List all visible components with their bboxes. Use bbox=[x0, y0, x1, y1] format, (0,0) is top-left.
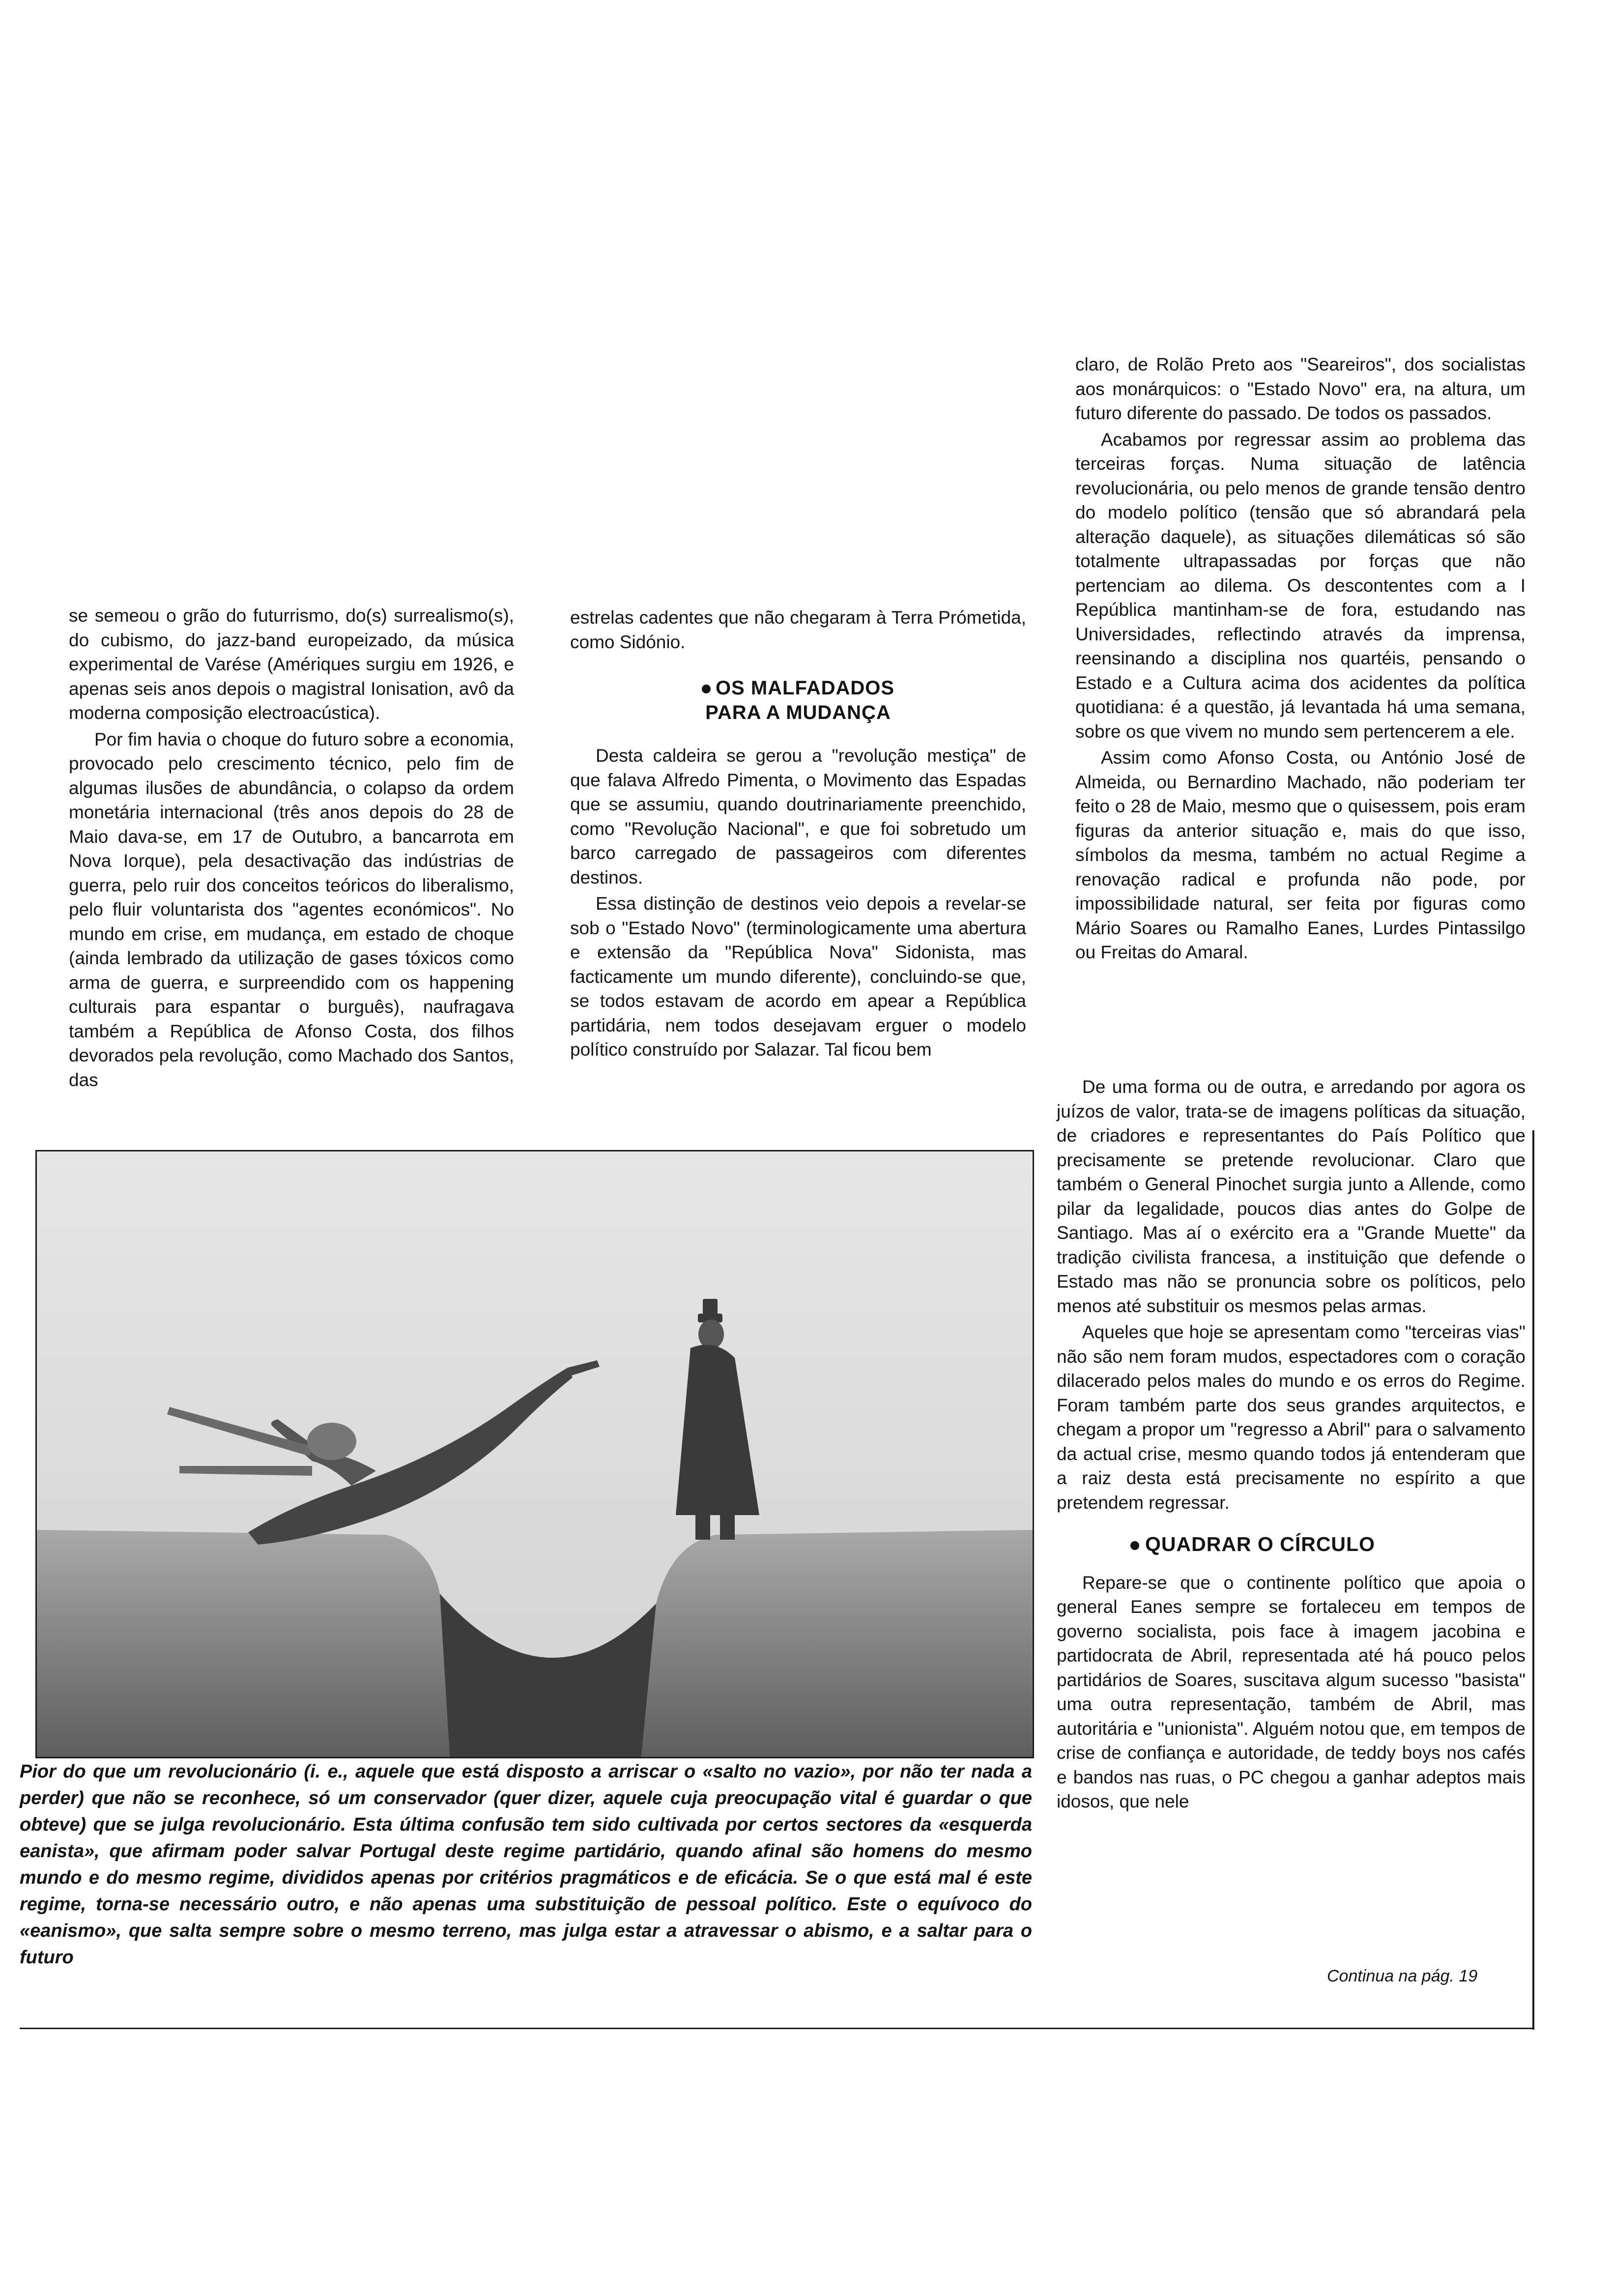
paragraph: Essa distinção de destinos veio depois a revelar-se sob o "Estado Novo" (terminologicamente uma abertura e extensão da "República Nova" Sidonista, mas facticamente um mundo diferente), concluindo-se que, se todos estavam de acordo em apear a República partidária, nem todos desejavam erguer o modelo político construído por Salazar. Tal ficou bem bbox=[570, 893, 1026, 1060]
paragraph: Por fim havia o choque do futuro sobre a economia, provocado pelo crescimento técnico, pelo fim de algumas ilusões de abundância, o colapso da ordem monetária internacional (três anos depois do 28 de Maio dava-se, em 17 de Outubro, a bancarrota em Nova Iorque), pela desactivação das indústrias de guerra, pelo ruir dos conceitos teóricos do liberalismo, pelo fluir voluntarista dos "agentes económicos". No mundo em crise, em mudança, em estado de choque (ainda lembrado da utilização de gases tóxicos como arma de guerra, e surpreendido com os happening culturais para espantar o burguês), naufragava também a República de Afonso Costa, dos filhos devorados pela revolução, como Machado dos Santos, das bbox=[69, 729, 514, 1090]
article-column-2 bbox=[570, 605, 1026, 1062]
section-heading bbox=[1130, 1532, 1526, 1557]
paragraph: claro, de Rolão Preto aos "Seareiros", dos socialistas aos monárquicos: o "Estado Novo" era, na altura, um futuro diferente do passado. De todos os passados. bbox=[1075, 354, 1526, 423]
article-column-3 bbox=[1075, 352, 1526, 965]
bottom-rule bbox=[20, 2028, 1533, 2029]
paragraph: Aqueles que hoje se apresentam como "terceiras vias" não são nem foram mudos, espectadores com o coração dilacerado pelos males do mundo e os erros do Regime. Foram também parte dos seus grandes arquitectos, e chegam a propor um "regresso a Abril" para o salvamento da actual crise, mesmo quando todos já entenderam que a raiz desta está precisamente no espírito a que pretendem regressar. bbox=[1057, 1322, 1526, 1513]
article-column-3-continued bbox=[1057, 1075, 1526, 1814]
paragraph: Acabamos por regressar assim ao problema das terceiras forças. Numa situação de latência revolucionária, ou pelo menos de grande tensão dentro do modelo político (tensão que só abrandará pela alteração daquele), as situações dilemáticas só são totalmente ultrapassadas por forças que não pertenciam ao dilema. Os descontentes com a I República mantinham-se de fora, estudando nas Universidades, reflectindo através da imprensa, reensinando a disciplina nos quartéis, pensando o Estado e a Cultura acima dos acidentes da política quotidiana: é a questão, já levantada há uma semana, sobre os que vivem no mundo sem pertencerem a ele. bbox=[1075, 429, 1526, 742]
paragraph: Desta caldeira se gerou a "revolução mestiça" de que falava Alfredo Pimenta, o Movimento das Espadas que se assumiu, quando doutrinariamente preenchido, como "Revolução Nacional", e que foi sobretudo um barco carregado de passageiros com diferentes destinos. bbox=[570, 746, 1026, 888]
cliff-jump-drawing bbox=[37, 1151, 1033, 1757]
section-heading-text: QUADRAR O CÍRCULO bbox=[1145, 1533, 1375, 1555]
article-column-1 bbox=[69, 603, 514, 1092]
photo-caption: Pior do que um revolucionário (i. e., aquele que está disposto a arriscar o «salto no vazio», por não ter nada a perder) que não se reconhece, só um conservador (quer dizer, aquele cuja preocupação vital é guardar o que obteve) que se julga revolucionário. Esta última confusão tem sido cultivada por certos sectores da «esquerda eanista», que afirmam poder salvar Portugal deste regime partidário, quando afinal são homens do mesmo mundo e do mesmo regime, divididos apenas por critérios pragmáticos e de eficácia. Se o que está mal é este regime, torna-se necessário outro, e não apenas uma substituição de pessoal político. Este o equívoco do «eanismo», que salta sempre sobre o mesmo terreno, mas julga estar a atravessar o abismo, e a saltar para o futuro bbox=[20, 1761, 1032, 1968]
illustration bbox=[35, 1150, 1034, 1758]
section-heading bbox=[570, 676, 1026, 725]
paragraph: estrelas cadentes que não chegaram à Terra Prómetida, como Sidónio. bbox=[570, 607, 1026, 652]
continued-on-page: Continua na pág. 19 bbox=[1327, 1967, 1478, 1985]
paragraph: De uma forma ou de outra, e arredando por agora os juízos de valor, trata-se de imagens políticas da situação, de criadores e representantes do País Político que precisamente se pretende revolucionar. Claro que também o General Pinochet surgia junto a Allende, como pilar da legalidade, poucos dias antes do Golpe de Santiago. Mas aí o exército era a "Grande Muette" da tradição civilista francesa, a instituição que defende o Estado mas não se pronuncia sobre os políticos, pelo menos até substituir os mesmos pelas armas. bbox=[1057, 1077, 1526, 1316]
column-rule bbox=[1532, 1130, 1534, 2030]
section-heading-line: OS MALFADADOS bbox=[715, 677, 895, 699]
bullet-icon bbox=[1130, 1541, 1139, 1550]
section-heading-line: PARA A MUDANÇA bbox=[705, 702, 891, 723]
right-cliff bbox=[641, 1530, 1033, 1757]
paragraph: Repare-se que o continente político que apoia o general Eanes sempre se fortaleceu em tempos de governo socialista, pois face à imagem jacobina e partidocrata de Abril, representada até há pouco pelos partidários de Soares, suscitava algum sucesso "basista" uma outra representação, também de Abril, mas autoritária e "unionista". Alguém notou que, em tempos de crise de confiança e autoridade, de teddy boys nos cafés e bandos nas ruas, o PC chegou a ganhar adeptos mais idosos, que nele bbox=[1057, 1572, 1526, 1811]
paragraph: se semeou o grão do futurrismo, do(s) surrealismo(s), do cubismo, do jazz-band europeizado, da música experimental de Varése (Amériques surgiu em 1926, e apenas seis anos depois o magistral Ionisation, avô da moderna composição electroacústica). bbox=[69, 605, 514, 723]
paragraph: Assim como Afonso Costa, ou António José de Almeida, ou Bernardino Machado, não poderiam ter feito o 28 de Maio, mesmo que o quisessem, pois eram figuras da anterior situação e, mais do que isso, símbolos da mesma, também no actual Regime a renovação radical e profunda não pode, por impossibilidade natural, ser feita por figuras como Mário Soares ou Ramalho Eanes, Lurdes Pintassilgo ou Freitas do Amaral. bbox=[1075, 747, 1526, 962]
left-cliff bbox=[37, 1530, 450, 1757]
bullet-icon bbox=[702, 685, 711, 693]
